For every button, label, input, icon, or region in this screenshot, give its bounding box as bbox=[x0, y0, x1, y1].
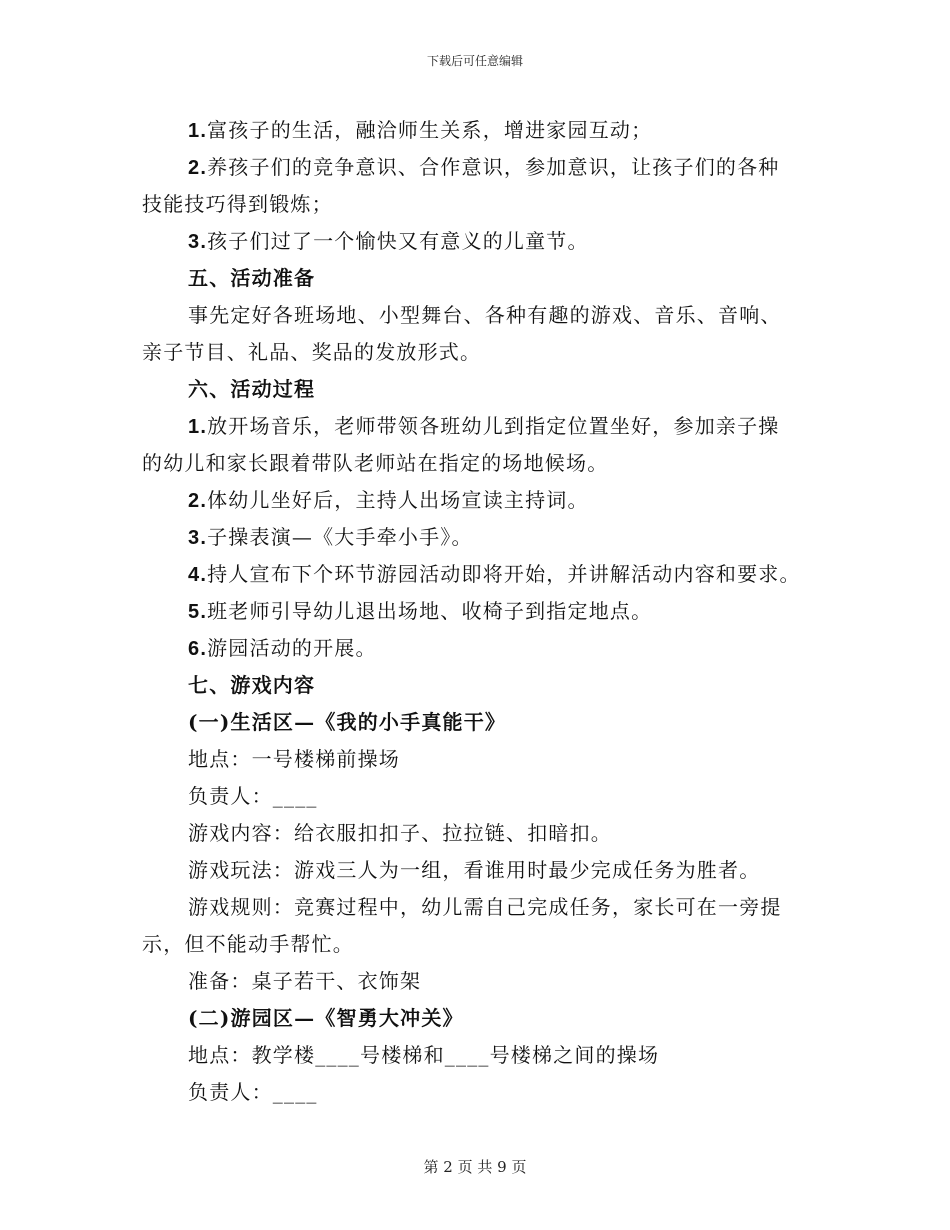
objective-item-2-continued: 技能技巧得到锻炼； bbox=[142, 192, 333, 216]
item-number: 3. bbox=[188, 231, 208, 253]
item-text: 子操表演—《大手牵小手》。 bbox=[207, 525, 473, 549]
life-area-game-rules-continued: 示，但不能动手帮忙。 bbox=[142, 932, 354, 956]
page-header: 下载后可任意编辑 bbox=[426, 54, 523, 68]
item-text: 放开场音乐，老师带领各班幼儿到指定位置坐好，参加亲子操 bbox=[207, 414, 780, 438]
section-heading-games: 七、游戏内容 bbox=[188, 673, 316, 697]
subsection-heading-life-area: (一)生活区—《我的小手真能干》 bbox=[188, 710, 507, 734]
section-heading-process: 六、活动过程 bbox=[188, 377, 316, 401]
page-footer: 第 2 页 共 9 页 bbox=[423, 1158, 527, 1176]
item-number: 1. bbox=[188, 416, 208, 438]
item-text: 游园活动的开展。 bbox=[207, 636, 377, 660]
item-text: 体幼儿坐好后，主持人出场宣读主持词。 bbox=[207, 488, 589, 512]
item-text: 富孩子的生活，融洽师生关系，增进家园互动； bbox=[207, 118, 653, 142]
item-text: 孩子们过了一个愉快又有意义的儿童节。 bbox=[207, 229, 589, 253]
process-item-6 bbox=[142, 630, 822, 667]
life-area-person-in-charge: 负责人：____ bbox=[188, 784, 318, 808]
process-item-1-continued: 的幼儿和家长跟着带队老师站在指定的场地候场。 bbox=[142, 451, 609, 475]
item-number: 2. bbox=[188, 157, 208, 179]
process-item-4 bbox=[142, 556, 822, 593]
garden-area-person-in-charge: 负责人：____ bbox=[188, 1080, 318, 1104]
item-number: 6. bbox=[188, 638, 208, 660]
document-body bbox=[142, 112, 822, 1111]
item-number: 5. bbox=[188, 601, 208, 623]
life-area-game-play: 游戏玩法：游戏三人为一组，看谁用时最少完成任务为胜者。 bbox=[188, 858, 761, 882]
objective-item-2 bbox=[142, 149, 822, 186]
objective-item-3 bbox=[142, 223, 822, 260]
item-number: 2. bbox=[188, 490, 208, 512]
preparation-paragraph: 事先定好各班场地、小型舞台、各种有趣的游戏、音乐、音响、 bbox=[188, 303, 782, 327]
item-number: 3. bbox=[188, 527, 208, 549]
process-item-1 bbox=[142, 408, 822, 445]
section-heading-preparation: 五、活动准备 bbox=[188, 266, 316, 290]
garden-area-location: 地点：教学楼____号楼梯和____号楼梯之间的操场 bbox=[188, 1043, 660, 1067]
process-item-3 bbox=[142, 519, 822, 556]
item-text: 养孩子们的竞争意识、合作意识，参加意识，让孩子们的各种 bbox=[207, 155, 780, 179]
life-area-game-rules: 游戏规则：竞赛过程中，幼儿需自己完成任务，家长可在一旁提 bbox=[188, 895, 782, 919]
process-item-5 bbox=[142, 593, 822, 630]
subsection-heading-garden-area: (二)游园区—《智勇大冲关》 bbox=[188, 1006, 464, 1030]
item-number: 4. bbox=[188, 564, 208, 586]
process-item-2 bbox=[142, 482, 822, 519]
item-text: 班老师引导幼儿退出场地、收椅子到指定地点。 bbox=[207, 599, 653, 623]
objective-item-1 bbox=[142, 112, 822, 149]
item-number: 1. bbox=[188, 120, 208, 142]
preparation-paragraph-continued: 亲子节目、礼品、奖品的发放形式。 bbox=[142, 340, 482, 364]
item-text: 持人宣布下个环节游园活动即将开始，并讲解活动内容和要求。 bbox=[207, 562, 801, 586]
life-area-game-content: 游戏内容：给衣服扣扣子、拉拉链、扣暗扣。 bbox=[188, 821, 612, 845]
life-area-preparation: 准备：桌子若干、衣饰架 bbox=[188, 969, 422, 993]
life-area-location: 地点：一号楼梯前操场 bbox=[188, 747, 400, 771]
